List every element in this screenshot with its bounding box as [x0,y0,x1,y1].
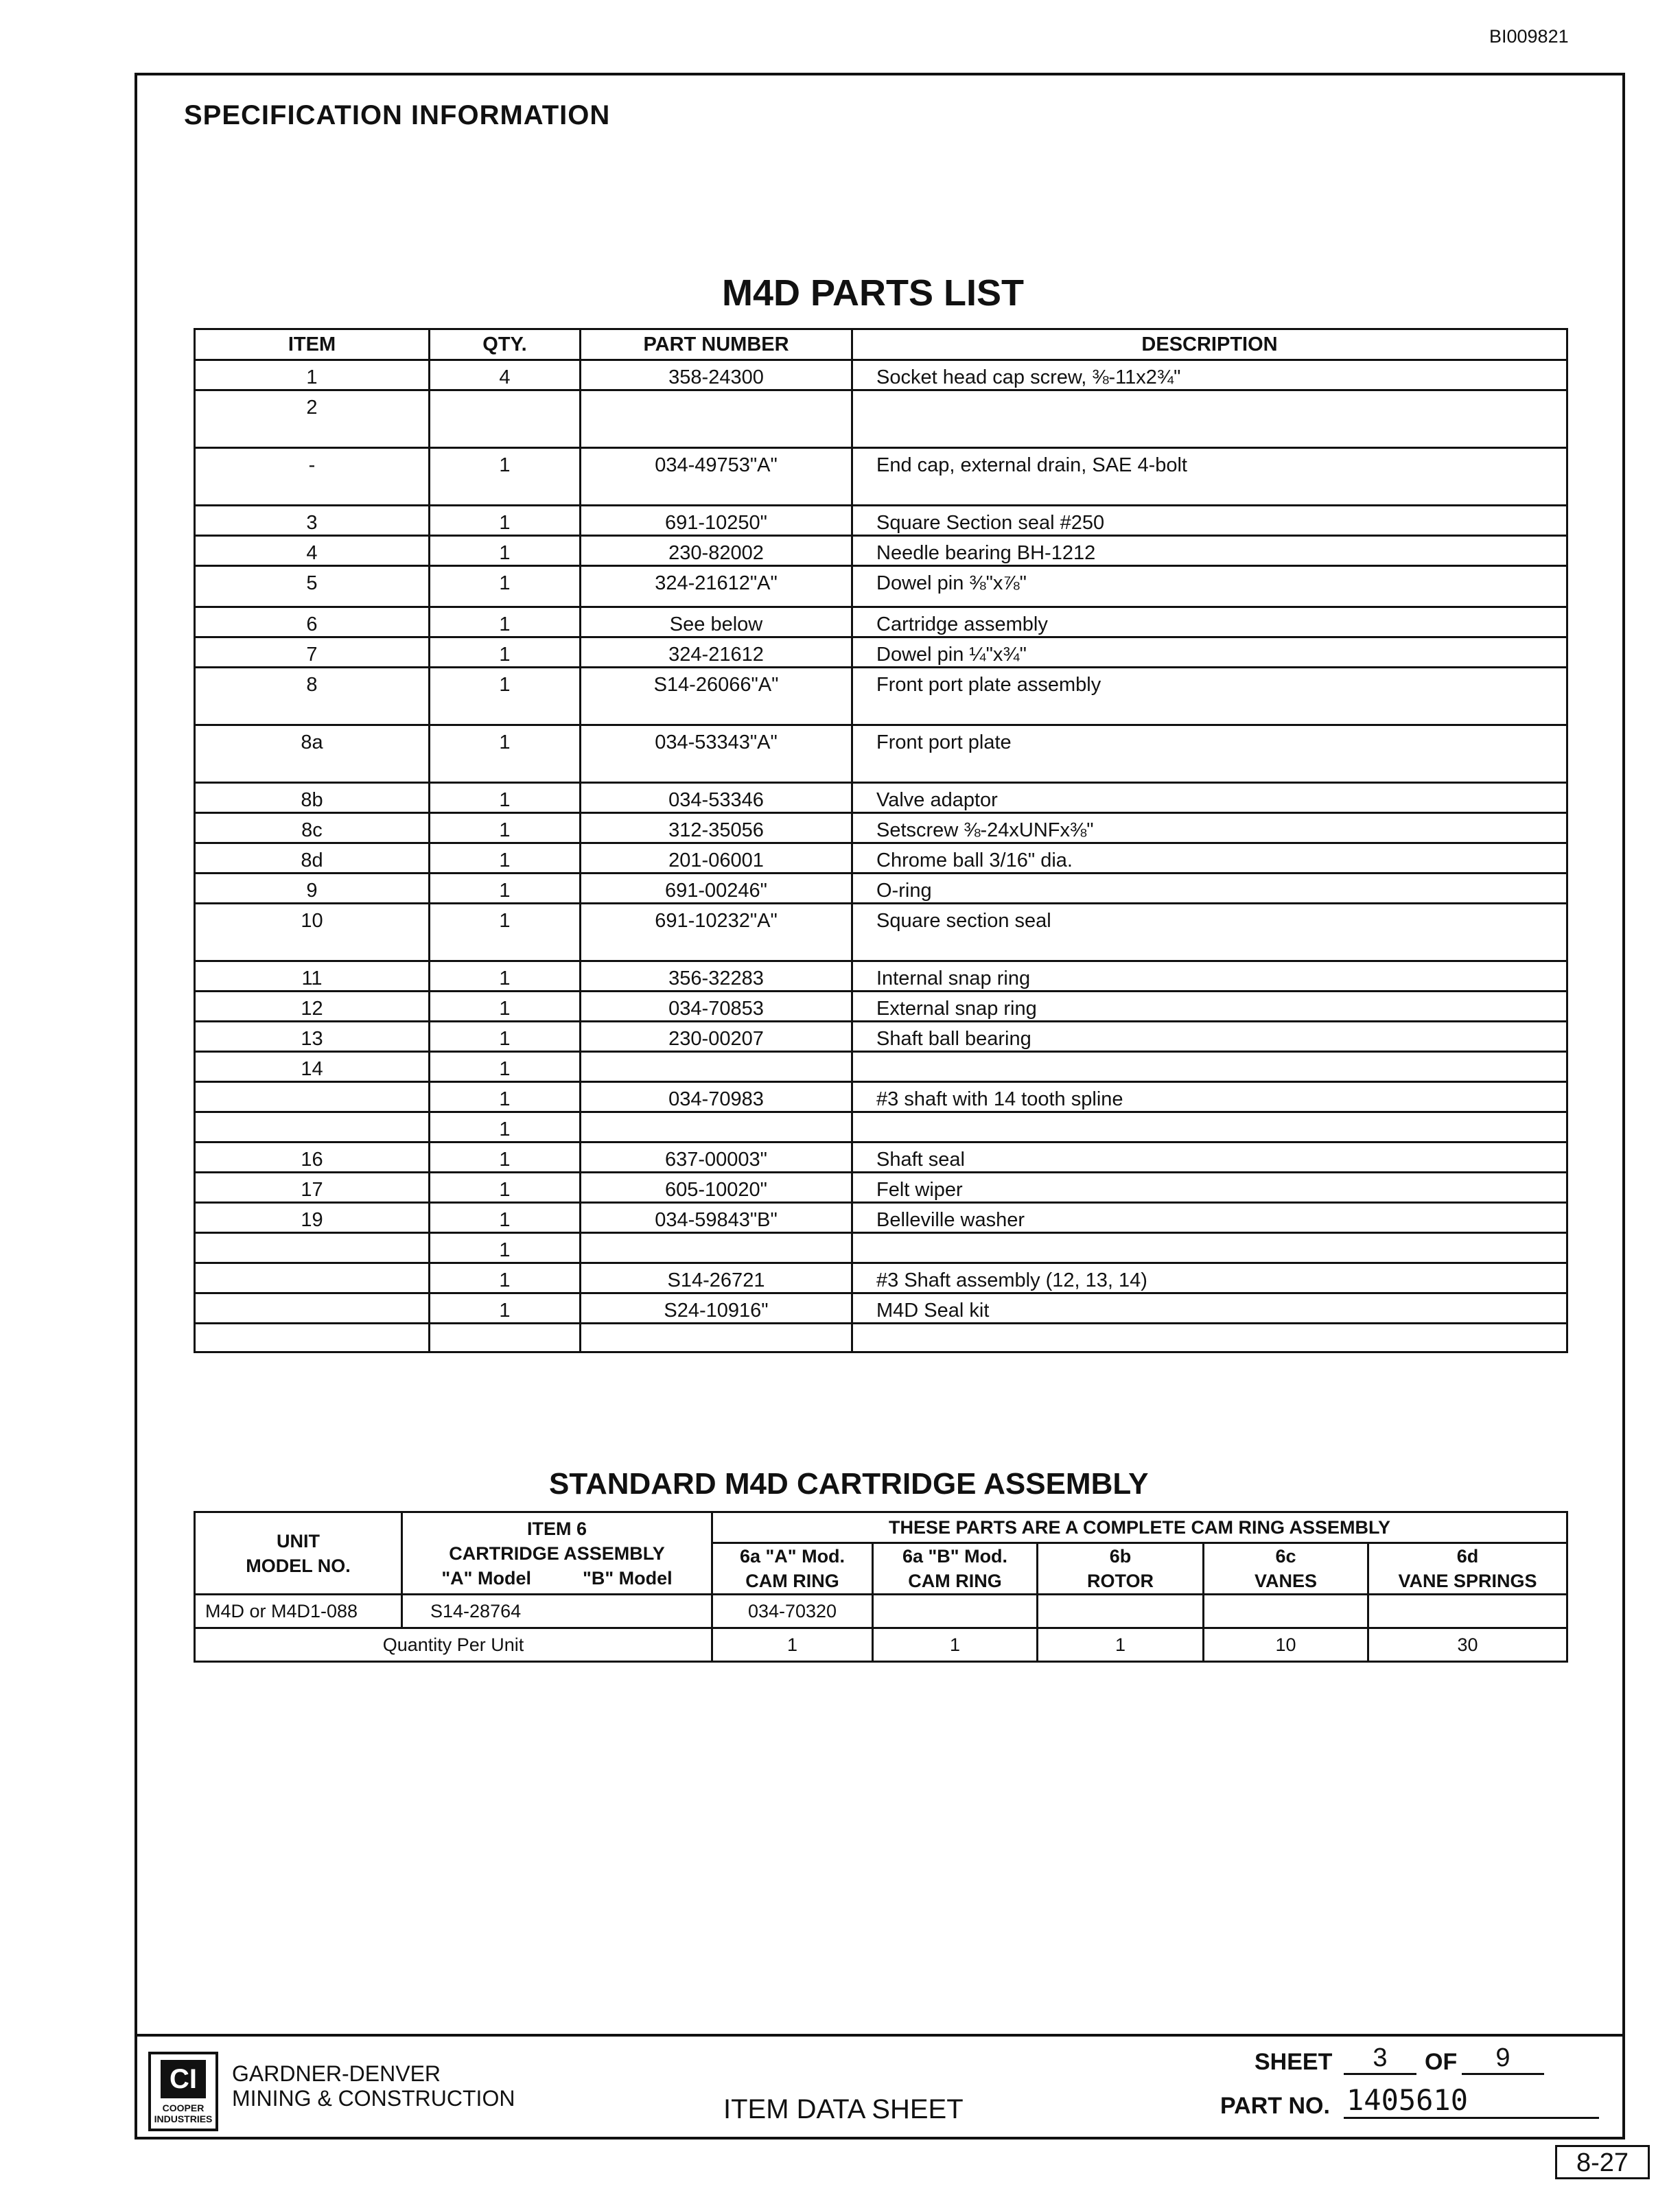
of-label: OF [1425,2049,1458,2075]
row-qty: 1 [430,843,581,874]
row-qty: 1 [430,506,581,536]
item6-header-line1: ITEM 6 [526,1518,587,1539]
footer-divider [135,2034,1625,2037]
qty-vane-springs: 30 [1368,1628,1567,1662]
row-description [852,1052,1567,1082]
table-row [195,506,1567,536]
part-no-value: 1405610 [1344,2083,1599,2119]
cam-ring-b-line2: CAM RING [908,1571,1002,1591]
row-description: Needle bearing BH-1212 [852,536,1567,566]
spec-title: SPECIFICATION INFORMATION [184,100,611,130]
row-part-number: 034-49753"A" [581,448,852,506]
row-item: - [195,448,430,506]
header-description: DESCRIPTION [852,329,1567,360]
vane-springs-header [1368,1543,1567,1595]
cartridge-title: STANDARD M4D CARTRIDGE ASSEMBLY [549,1467,1149,1501]
table-row [195,566,1567,607]
vanes-header [1204,1543,1368,1595]
row-item: 8 [195,668,430,725]
row-description: Felt wiper [852,1173,1567,1203]
row-item: 14 [195,1052,430,1082]
cam-ring-b-header [873,1543,1038,1595]
table-row [195,1142,1567,1173]
table-row [195,390,1567,448]
qty-cam-ring-b: 1 [873,1628,1038,1662]
row-part-number [581,1324,852,1352]
row-item: 7 [195,637,430,668]
table-row [195,813,1567,843]
row-part-number: 691-10232"A" [581,904,852,961]
quantity-row [195,1628,1567,1662]
cartridge-header-row-1 [195,1512,1567,1543]
sheet-number: 3 [1344,2043,1416,2075]
row-item: 6 [195,607,430,637]
row-description: Belleville washer [852,1203,1567,1233]
row-part-number: 201-06001 [581,843,852,874]
cam-ring-group-header: THESE PARTS ARE A COMPLETE CAM RING ASSEMBLY [712,1512,1567,1543]
row-item [195,1263,430,1293]
vanes-line2: VANES [1254,1571,1318,1591]
row-part-number: 324-21612"A" [581,566,852,607]
row-qty: 1 [430,1293,581,1324]
row-description: #3 Shaft assembly (12, 13, 14) [852,1263,1567,1293]
parts-list-body [195,360,1567,1352]
row-description: End cap, external drain, SAE 4-bolt [852,448,1567,506]
cam-ring-b-line1: 6a "B" Mod. [902,1546,1008,1567]
document-id: BI009821 [1489,26,1569,47]
table-row [195,448,1567,506]
row-part-number: 312-35056 [581,813,852,843]
table-row [195,961,1567,992]
row-part-number: 691-10250" [581,506,852,536]
row-qty: 1 [430,992,581,1022]
parts-list-table [194,328,1568,1353]
row-description: Square section seal [852,904,1567,961]
header-item: ITEM [195,329,430,360]
vanes-cell [1204,1595,1368,1628]
table-row [195,668,1567,725]
rotor-line1: 6b [1109,1546,1132,1567]
parts-list-title: M4D PARTS LIST [722,272,1025,314]
table-row [195,1112,1567,1142]
row-description: Valve adaptor [852,783,1567,813]
row-description [852,1324,1567,1352]
row-description: Square Section seal #250 [852,506,1567,536]
row-qty: 1 [430,566,581,607]
row-qty: 1 [430,607,581,637]
row-qty: 1 [430,874,581,904]
row-part-number: 691-00246" [581,874,852,904]
table-row [195,1293,1567,1324]
row-description [852,390,1567,448]
cam-ring-b-cell [873,1595,1038,1628]
row-item [195,1233,430,1263]
row-description: Dowel pin ⅜"x⅞" [852,566,1567,607]
row-item: 8b [195,783,430,813]
row-part-number: 034-70853 [581,992,852,1022]
item-data-sheet-label: ITEM DATA SHEET [723,2094,964,2124]
row-item [195,1324,430,1352]
row-description [852,1112,1567,1142]
row-item: 1 [195,360,430,390]
header-qty: QTY. [430,329,581,360]
row-part-number: 230-00207 [581,1022,852,1052]
row-part-number: 230-82002 [581,536,852,566]
rotor-cell [1038,1595,1204,1628]
table-row [195,536,1567,566]
row-part-number: See below [581,607,852,637]
table-row [195,783,1567,813]
rotor-line2: ROTOR [1086,1571,1154,1591]
qty-vanes: 10 [1204,1628,1368,1662]
table-row [195,1324,1567,1352]
cam-ring-a-line1: 6a "A" Mod. [739,1546,845,1567]
table-row [195,1233,1567,1263]
vanes-line1: 6c [1275,1546,1296,1567]
row-item: 10 [195,904,430,961]
row-qty: 1 [430,1082,581,1112]
row-part-number [581,390,852,448]
cam-ring-a-line2: CAM RING [745,1571,839,1591]
row-part-number: 324-21612 [581,637,852,668]
row-part-number: 034-70983 [581,1082,852,1112]
row-qty: 1 [430,783,581,813]
row-item: 17 [195,1173,430,1203]
row-qty: 1 [430,725,581,783]
unit-model-header [195,1512,402,1595]
company-name-line1: GARDNER-DENVER [232,2061,441,2086]
row-part-number: S14-26721 [581,1263,852,1293]
row-item: 11 [195,961,430,992]
row-qty: 1 [430,668,581,725]
page-number: 8-27 [1555,2145,1650,2179]
row-item [195,1293,430,1324]
row-qty [430,390,581,448]
row-qty: 1 [430,637,581,668]
row-item: 5 [195,566,430,607]
cam-ring-a-header [712,1543,873,1595]
row-qty: 1 [430,1233,581,1263]
row-description: O-ring [852,874,1567,904]
cooper-logo [148,2052,218,2131]
row-part-number: 034-53343"A" [581,725,852,783]
row-qty: 4 [430,360,581,390]
sheet-label: SHEET [1255,2049,1333,2075]
row-description: External snap ring [852,992,1567,1022]
row-item: 8d [195,843,430,874]
vane-springs-cell [1368,1595,1567,1628]
table-row [195,1173,1567,1203]
row-description: Dowel pin ¼"x¾" [852,637,1567,668]
row-part-number: 356-32283 [581,961,852,992]
row-qty: 1 [430,1263,581,1293]
row-qty: 1 [430,1022,581,1052]
table-row [195,637,1567,668]
item6-header-models [403,1566,711,1591]
qty-cam-ring-a: 1 [712,1628,873,1662]
row-description: Chrome ball 3/16" dia. [852,843,1567,874]
parts-header-row [195,329,1567,360]
row-part-number: 637-00003" [581,1142,852,1173]
row-item: 12 [195,992,430,1022]
table-row [195,1203,1567,1233]
row-item: 4 [195,536,430,566]
header-part-number: PART NUMBER [581,329,852,360]
row-qty: 1 [430,536,581,566]
row-description: Shaft seal [852,1142,1567,1173]
row-description: Internal snap ring [852,961,1567,992]
row-item: 19 [195,1203,430,1233]
table-row [195,904,1567,961]
row-item [195,1082,430,1112]
row-item: 8a [195,725,430,783]
table-row [195,1052,1567,1082]
row-part-number [581,1052,852,1082]
logo-mark: CI [161,2060,206,2098]
row-description: Front port plate assembly [852,668,1567,725]
row-description: Shaft ball bearing [852,1022,1567,1052]
cartridge-data-row [195,1595,1567,1628]
cartridge-table [194,1511,1568,1663]
row-part-number: 605-10020" [581,1173,852,1203]
logo-subtext: COOPER INDUSTRIES [154,2102,213,2124]
row-part-number: 358-24300 [581,360,852,390]
row-qty [430,1324,581,1352]
quantity-label: Quantity Per Unit [195,1628,712,1662]
row-qty: 1 [430,961,581,992]
unit-header-line2: MODEL NO. [246,1555,351,1576]
table-row [195,843,1567,874]
table-row [195,607,1567,637]
vane-springs-line2: VANE SPRINGS [1398,1571,1537,1591]
item6-header [402,1512,712,1595]
table-row [195,992,1567,1022]
sheet-total: 9 [1462,2043,1544,2075]
row-item [195,1112,430,1142]
vane-springs-line1: 6d [1456,1546,1479,1567]
row-item: 13 [195,1022,430,1052]
table-row [195,360,1567,390]
cartridge-number-cell: S14-28764 [402,1595,712,1628]
row-description: Front port plate [852,725,1567,783]
item6-b-model: "B" Model [583,1567,673,1588]
row-qty: 1 [430,1203,581,1233]
row-item: 9 [195,874,430,904]
row-description [852,1233,1567,1263]
row-qty: 1 [430,448,581,506]
rotor-header [1038,1543,1204,1595]
table-row [195,1263,1567,1293]
part-no-label: PART NO. [1220,2093,1330,2119]
cam-ring-a-cell: 034-70320 [712,1595,873,1628]
row-item: 8c [195,813,430,843]
item6-a-model: "A" Model [441,1567,531,1588]
row-part-number: S14-26066"A" [581,668,852,725]
row-part-number [581,1112,852,1142]
row-part-number: 034-59843"B" [581,1203,852,1233]
qty-rotor: 1 [1038,1628,1204,1662]
table-row [195,1082,1567,1112]
table-row [195,874,1567,904]
row-qty: 1 [430,1142,581,1173]
row-qty: 1 [430,1052,581,1082]
row-part-number: 034-53346 [581,783,852,813]
row-description: Setscrew ⅜-24xUNFx⅜" [852,813,1567,843]
unit-header-line1: UNIT [277,1530,320,1551]
row-description: Cartridge assembly [852,607,1567,637]
item6-header-line2: CARTRIDGE ASSEMBLY [449,1543,665,1564]
row-qty: 1 [430,904,581,961]
row-item: 2 [195,390,430,448]
row-description: M4D Seal kit [852,1293,1567,1324]
unit-model-cell: M4D or M4D1-088 [195,1595,402,1628]
row-item: 16 [195,1142,430,1173]
row-part-number: S24-10916" [581,1293,852,1324]
row-description: #3 shaft with 14 tooth spline [852,1082,1567,1112]
row-qty: 1 [430,1112,581,1142]
row-qty: 1 [430,1173,581,1203]
row-item: 3 [195,506,430,536]
row-description: Socket head cap screw, ⅜-11x2¾" [852,360,1567,390]
table-row [195,725,1567,783]
company-name-line2: MINING & CONSTRUCTION [232,2086,515,2111]
row-qty: 1 [430,813,581,843]
table-row [195,1022,1567,1052]
row-part-number [581,1233,852,1263]
